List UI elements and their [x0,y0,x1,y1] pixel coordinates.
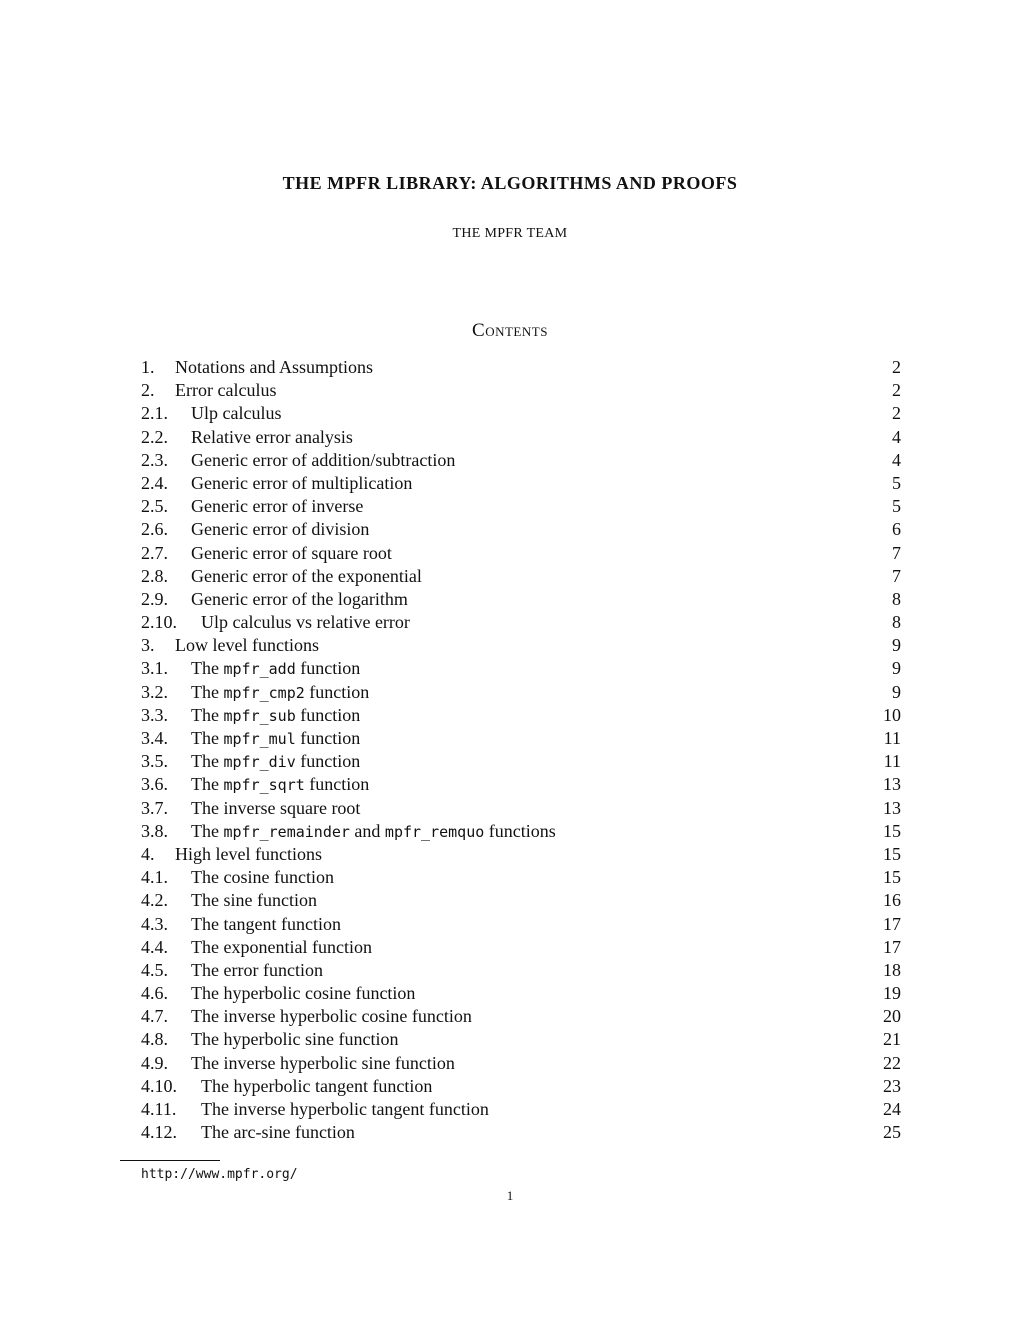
toc-entry-title-text: The [191,681,224,702]
toc-entry-number: 4.3. [141,913,168,934]
toc-entry-number: 4.9. [141,1052,168,1073]
toc-entry-title-text: function [295,751,361,772]
toc-entry-number: 3.8. [141,820,168,841]
toc-entry[interactable] [141,1098,901,1121]
toc-entry-title-text: The inverse hyperbolic sine function [191,1052,455,1073]
toc-entry-number: 4.2. [141,890,168,911]
toc-entry-title-text: Generic error of the exponential [191,565,422,586]
toc-entry-title [191,1005,871,1028]
toc-entry-number: 2.9. [141,588,168,609]
toc-entry-title-text: The [191,820,224,841]
toc-entry-page: 5 [892,472,901,493]
toc-entry-number: 2.5. [141,496,168,517]
toc-entry-title [191,866,871,889]
toc-entry-number: 4.4. [141,936,168,957]
toc-entry[interactable] [141,820,901,843]
toc-entry-title [201,1098,871,1121]
toc-entry-title [201,1075,871,1098]
toc-entry-number: 4.10. [141,1075,177,1096]
toc-entry-page: 22 [883,1052,901,1073]
toc-entry-page: 2 [892,403,901,424]
toc-entry-number: 3.2. [141,681,168,702]
toc-entry-page: 15 [883,843,901,864]
toc-entry-title-text: The arc-sine function [201,1122,355,1143]
toc-entry-title [191,982,871,1005]
footnote-rule [120,1160,220,1161]
toc-entry-title [191,518,871,541]
toc-entry[interactable] [141,936,901,959]
toc-entry-number: 4.8. [141,1029,168,1050]
toc-entry-title-text: Generic error of multiplication [191,472,413,493]
toc-entry-number: 2.2. [141,426,168,447]
toc-entry-title-text: Relative error analysis [191,426,353,447]
toc-entry-title-text: The hyperbolic cosine function [191,983,416,1004]
toc-entry-code-name: mpfr_remainder [223,822,350,841]
toc-entry-number: 2.7. [141,542,168,563]
toc-entry-number: 3.1. [141,658,168,679]
toc-entry-number: 2.10. [141,612,177,633]
toc-entry-number: 4.11. [141,1099,177,1119]
toc-entry-page: 9 [892,635,901,656]
toc-entry-title [191,1052,871,1075]
toc-entry-page: 7 [892,565,901,586]
toc-entry-title-text: Generic error of square root [191,542,392,563]
toc-entry-title-text: The [191,658,224,679]
toc-entry-title [191,889,871,912]
toc-entry[interactable] [141,1028,901,1051]
toc-entry-title [191,426,871,449]
toc-entry-title-text: High level functions [175,843,322,864]
toc-entry-number: 2.6. [141,519,168,540]
toc-entry-title-text: Generic error of inverse [191,496,364,517]
toc-entry-title [191,797,871,820]
toc-entry[interactable] [141,472,901,495]
toc-entry[interactable] [141,657,901,680]
toc-entry[interactable] [141,866,901,889]
toc-entry-title [191,913,871,936]
toc-entry[interactable] [141,1052,901,1075]
toc-entry-number: 4.7. [141,1006,168,1027]
toc-entry[interactable] [141,518,901,541]
toc-entry-page: 5 [892,496,901,517]
toc-entry-title [191,750,871,774]
toc-entry[interactable] [141,750,901,773]
toc-entry[interactable] [141,959,901,982]
toc-entry-number: 4.5. [141,959,168,980]
toc-entry-title-text: function [304,774,370,795]
toc-entry-page: 4 [892,426,901,447]
toc-entry-title [191,959,871,982]
toc-entry-number: 4.12. [141,1122,177,1143]
toc-entry-number: 4.6. [141,983,168,1004]
toc-entry-title [175,634,871,657]
toc-entry-number: 3.4. [141,728,168,748]
toc-entry-title [175,379,871,402]
toc-entry-number: 2.1. [141,403,168,424]
toc-entry[interactable] [141,426,901,449]
toc-entry-title [191,542,871,565]
toc-entry-page: 15 [883,820,901,841]
toc-entry[interactable] [141,913,901,936]
toc-entry-title-text: Notations and Assumptions [175,357,374,377]
toc-entry[interactable] [141,1075,901,1098]
toc-entry-page: 25 [883,1122,901,1143]
toc-entry[interactable] [141,1005,901,1028]
toc-entry-page: 13 [883,774,901,795]
toc-entry-number: 4. [141,843,155,864]
toc-entry-title-text: function [304,681,370,702]
toc-entry-title [191,1028,871,1051]
toc-entry-number: 3.6. [141,774,168,795]
toc-entry-page: 9 [892,658,901,679]
toc-entry[interactable] [141,727,901,750]
toc-entry[interactable] [141,797,901,820]
toc-entry-title-text: The error function [191,959,323,980]
toc-entry-title-text: The inverse hyperbolic cosine function [191,1006,472,1027]
toc-entry[interactable] [141,588,901,611]
toc-entry-title-text: The tangent function [191,913,341,934]
toc-entry-number: 1. [141,357,155,377]
toc-entry-number: 2.3. [141,449,168,470]
toc-entry[interactable] [141,449,901,472]
contents-heading: Contents [472,320,548,341]
toc-entry-page: 8 [892,612,901,633]
toc-entry-page: 8 [892,588,901,609]
toc-entry-page: 23 [883,1075,901,1096]
toc-entry[interactable] [141,356,901,379]
toc-entry-title-text: The inverse hyperbolic tangent function [201,1099,489,1119]
toc-entry[interactable] [141,1121,901,1144]
toc-entry-page: 9 [892,681,901,702]
toc-entry-title-text: The inverse square root [191,797,361,818]
toc-entry[interactable] [141,565,901,588]
toc-entry-page: 20 [883,1006,901,1027]
toc-entry-title [191,820,871,844]
toc-entry-title-text: Generic error of division [191,519,370,540]
footnote-url[interactable]: http://www.mpfr.org/ [141,1167,298,1182]
toc-entry[interactable] [141,495,901,518]
toc-entry-number: 3.5. [141,751,168,772]
table-of-contents [141,356,901,1144]
toc-entry-title-text: The hyperbolic sine function [191,1029,399,1050]
toc-entry-title [175,356,871,379]
toc-entry-title-text: Generic error of the logarithm [191,588,408,609]
toc-entry-title-text: Ulp calculus vs relative error [201,612,410,633]
toc-entry-page: 2 [892,380,901,401]
toc-entry-title-text: The [191,704,224,725]
toc-entry-title [191,472,871,495]
toc-entry-number: 3.7. [141,797,168,818]
toc-entry-title-text: The [191,728,224,748]
toc-entry-number: 2.8. [141,565,168,586]
toc-entry-title-text: function [295,728,361,748]
toc-entry[interactable] [141,704,901,727]
toc-entry-title [191,681,871,705]
toc-entry-page: 17 [883,913,901,934]
toc-entry-code-name: mpfr_add [223,660,296,679]
toc-entry-page: 10 [883,704,901,725]
toc-entry-code-name: mpfr_cmp2 [223,683,305,702]
toc-entry-page: 19 [883,983,901,1004]
toc-entry-page: 21 [883,1029,901,1050]
toc-entry-title-text: The hyperbolic tangent function [201,1075,433,1096]
toc-entry[interactable] [141,402,901,425]
toc-entry[interactable] [141,611,901,634]
toc-entry[interactable] [141,634,901,657]
toc-entry-title-text: functions [484,820,556,841]
document-author: THE MPFR TEAM [452,226,568,241]
toc-entry-title-text: function [295,704,361,725]
toc-entry-title [191,773,871,797]
toc-entry-page: 6 [892,519,901,540]
toc-entry-title [201,611,871,634]
toc-entry-number: 2.4. [141,472,168,493]
toc-entry-page: 2 [892,357,901,377]
toc-entry-page: 11 [883,751,901,772]
toc-entry-title [191,565,871,588]
toc-entry-title-text: function [295,658,361,679]
toc-entry-page: 16 [883,890,901,911]
toc-entry-title-text: Generic error of addition/subtraction [191,449,456,470]
toc-entry-number: 2. [141,380,155,401]
toc-entry-title [191,449,871,472]
toc-entry-page: 24 [883,1099,901,1119]
toc-entry-page: 15 [883,867,901,888]
toc-entry-title [191,588,871,611]
toc-entry-code-name: mpfr_remquo [384,822,485,841]
toc-entry-title [191,936,871,959]
toc-entry-page: 11 [883,728,901,748]
toc-entry-title-text: The [191,751,224,772]
toc-entry-page: 13 [883,797,901,818]
toc-entry-title [191,657,871,681]
toc-entry-title [191,727,871,751]
toc-entry-code-name: mpfr_sqrt [223,776,305,795]
toc-entry-code-name: mpfr_sub [223,706,296,725]
toc-entry-title [191,495,871,518]
toc-entry-page: 7 [892,542,901,563]
toc-entry[interactable] [141,681,901,704]
toc-entry-title [201,1121,871,1144]
toc-entry[interactable] [141,379,901,402]
toc-entry-title-text: The [191,774,224,795]
toc-entry-number: 3. [141,635,155,656]
toc-entry[interactable] [141,843,901,866]
toc-entry-title [191,402,871,425]
toc-entry-title-text: The sine function [191,890,317,911]
toc-entry-title-text: and [349,820,385,841]
toc-entry-code-name: mpfr_mul [223,730,296,748]
document-title: THE MPFR LIBRARY: ALGORITHMS AND PROOFS [282,173,738,193]
toc-entry-page: 18 [883,959,901,980]
toc-entry-title-text: Ulp calculus [191,403,282,424]
toc-entry-title [175,843,871,866]
toc-entry[interactable] [141,889,901,912]
toc-entry[interactable] [141,773,901,796]
toc-entry[interactable] [141,542,901,565]
toc-entry-title [191,704,871,728]
toc-entry-number: 3.3. [141,704,168,725]
toc-entry-title-text: The exponential function [191,936,372,957]
toc-entry-page: 4 [892,449,901,470]
toc-entry-code-name: mpfr_div [223,753,296,772]
toc-entry-title-text: The cosine function [191,867,334,888]
toc-entry-title-text: Error calculus [175,380,277,401]
toc-entry-number: 4.1. [141,867,168,888]
toc-entry-page: 17 [883,936,901,957]
page-number: 1 [506,1188,514,1203]
toc-entry-title-text: Low level functions [175,635,319,656]
toc-entry[interactable] [141,982,901,1005]
